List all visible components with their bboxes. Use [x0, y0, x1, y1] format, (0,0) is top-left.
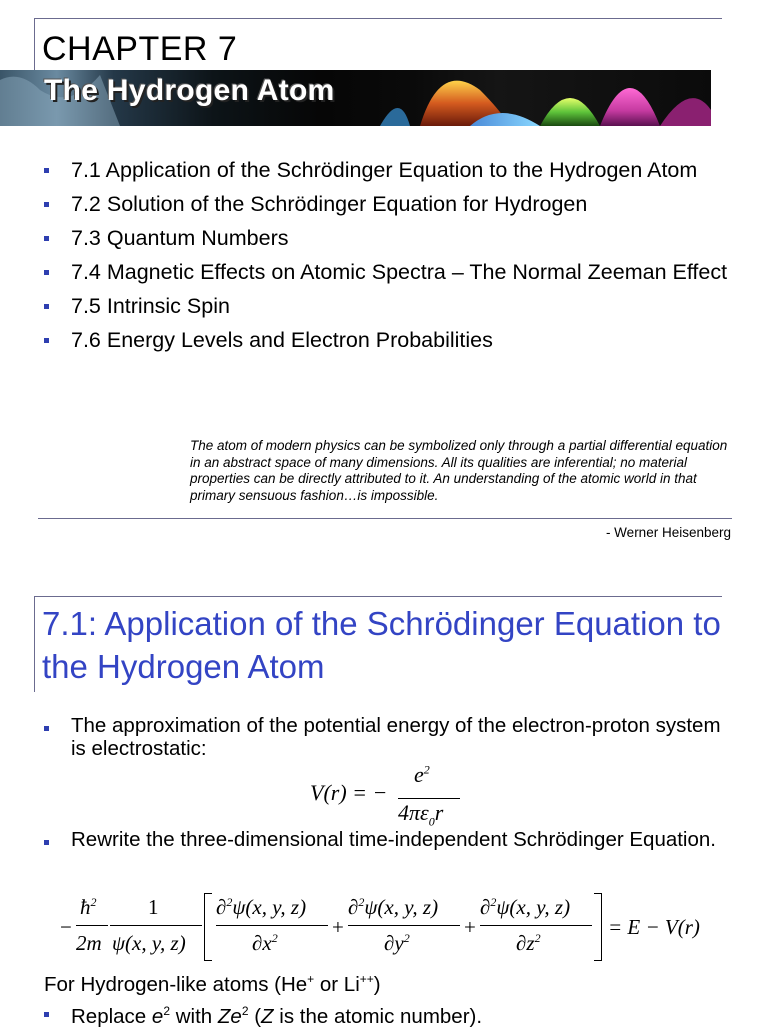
- hydrogen-like-note: For Hydrogen-like atoms (He+ or Li++): [44, 972, 381, 996]
- eq-term-x-num: ∂$^2$ψ(x, y, z): [216, 895, 307, 919]
- section-bullets-2: [40, 828, 740, 851]
- toc-item-label: 7.2 Solution of the Schrödinger Equation for Hydrogen: [71, 192, 588, 216]
- eq-rhs: = E − V(r): [608, 915, 700, 939]
- eq-term-y-num: ∂$^2$ψ(x, y, z): [348, 895, 439, 919]
- toc-item: [40, 156, 740, 184]
- fraction-bar: [76, 925, 108, 926]
- fraction-bar: [480, 925, 592, 926]
- toc-item: [40, 190, 740, 218]
- chapter-heading: CHAPTER 7: [42, 30, 238, 68]
- epigraph-quote: The atom of modern physics can be symbolized only through a partial differential equation in an abstract space of many dimensions. All its qualities are inferential; no material properties can be directly attributed to it. An understanding of the atomic world in that primary sensuous fashion…is impossible.: [190, 438, 728, 503]
- bullet-icon: [44, 168, 49, 173]
- fraction-bar: [110, 925, 202, 926]
- list-item: [40, 714, 740, 760]
- equation-lhs: V(r) = −: [310, 780, 388, 805]
- eq-plus: +: [464, 915, 476, 939]
- title-top-rule: [34, 18, 722, 19]
- quote-rule: [38, 518, 732, 519]
- toc-item: [40, 224, 740, 252]
- toc-item: [40, 326, 740, 354]
- list-item: [40, 828, 740, 851]
- potential-equation: [310, 762, 470, 830]
- bullet-icon: [44, 1012, 49, 1017]
- title-top-rule: [34, 596, 722, 597]
- toc-item-label: 7.5 Intrinsic Spin: [71, 294, 230, 318]
- schrodinger-equation: [56, 891, 716, 967]
- toc-item: [40, 258, 740, 286]
- left-bracket: [204, 893, 212, 961]
- eq-2m: 2m: [76, 931, 102, 955]
- slide-section-7-1: [0, 556, 768, 1028]
- bullet-icon: [44, 304, 49, 309]
- list-item: Replace $e^2$ with Ze$^2$ (Z is the atomic number).: [40, 1000, 740, 1028]
- bullet-icon: [44, 270, 49, 275]
- section-bullets: [40, 714, 740, 760]
- eq-psi: ψ(x, y, z): [112, 931, 186, 955]
- bullet-text: Rewrite the three-dimensional time-independent Schrödinger Equation.: [71, 828, 716, 851]
- bullet-text: The approximation of the potential energy of the electron-proton system is electrostatic:: [71, 714, 721, 760]
- equation-numerator: $e^2$: [414, 762, 430, 787]
- eq-term-z-num: ∂$^2$ψ(x, y, z): [480, 895, 571, 919]
- eq-hbar: $ħ^2$: [80, 895, 97, 919]
- section-title: 7.1: Application of the Schrödinger Equation to the Hydrogen Atom: [42, 605, 721, 685]
- bullet-icon: [44, 202, 49, 207]
- bullet-icon: [44, 236, 49, 241]
- toc-item-label: 7.6 Energy Levels and Electron Probabilities: [71, 328, 493, 352]
- title-left-rule: [34, 596, 35, 692]
- banner-title: The Hydrogen Atom: [44, 74, 335, 107]
- toc-item-label: 7.4 Magnetic Effects on Atomic Spectra – The Normal Zeeman Effect: [71, 260, 728, 284]
- eq-term-z-den: $\partial z^2$: [516, 931, 541, 955]
- equation-denominator: $4\pi\varepsilon_0r$: [398, 800, 444, 829]
- toc-item-label: 7.1 Application of the Schrödinger Equation to the Hydrogen Atom: [71, 158, 698, 182]
- toc-item-label: 7.3 Quantum Numbers: [71, 226, 289, 250]
- eq-term-y-den: $\partial y^2$: [384, 931, 410, 955]
- bullet-icon: [44, 726, 49, 731]
- fraction-bar: [216, 925, 328, 926]
- fraction-bar: [398, 798, 460, 799]
- bullet-icon: [44, 840, 49, 845]
- title-banner: [0, 70, 711, 126]
- eq-minus: −: [60, 915, 72, 939]
- quote-attribution: - Werner Heisenberg: [605, 525, 731, 540]
- eq-term-x-den: $\partial x^2$: [252, 931, 278, 955]
- eq-one: 1: [148, 895, 159, 919]
- toc-item: [40, 292, 740, 320]
- table-of-contents: [40, 156, 740, 360]
- bullet-icon: [44, 338, 49, 343]
- right-bracket: [594, 893, 602, 961]
- fraction-bar: [348, 925, 460, 926]
- eq-plus: +: [332, 915, 344, 939]
